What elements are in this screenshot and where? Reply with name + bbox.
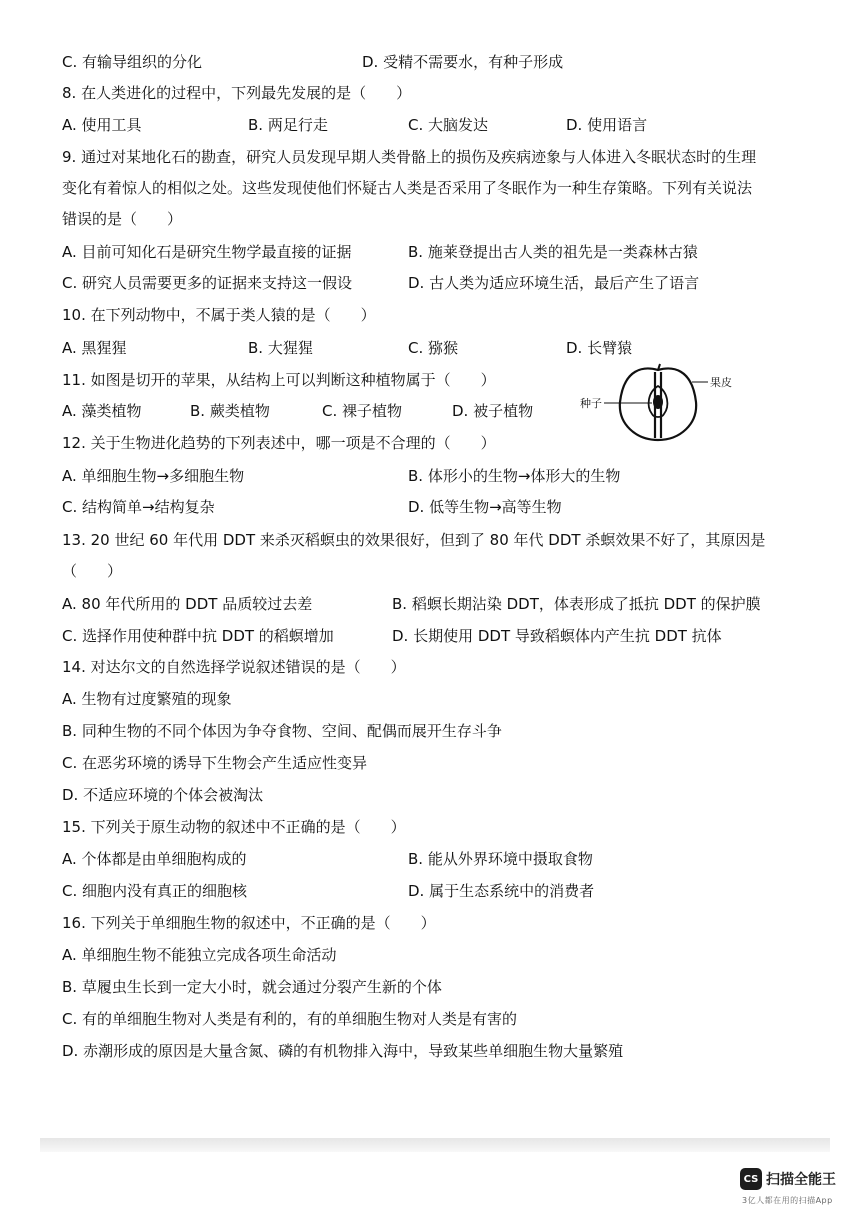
q11-option-c: C. 裸子植物 — [322, 402, 403, 420]
peel-label: 果皮 — [710, 376, 732, 389]
q8-option-d: D. 使用语言 — [566, 116, 648, 134]
q11-option-b: B. 蕨类植物 — [190, 402, 270, 420]
q13-option-c: C. 选择作用使种群中抗 DDT 的稻螟增加 — [62, 627, 334, 645]
q14-option-c: C. 在恶劣环境的诱导下生物会产生适应性变异 — [62, 754, 368, 772]
camscanner-logo-icon: CS — [740, 1168, 762, 1190]
q10-stem: 10. 在下列动物中，不属于类人猿的是（ ） — [62, 306, 376, 324]
q9-option-d: D. 古人类为适应环境生活，最后产生了语言 — [408, 274, 700, 292]
q9-option-c: C. 研究人员需要更多的证据来支持这一假设 — [62, 274, 353, 292]
watermark-tagline: 3亿人都在用的扫描App — [742, 1196, 833, 1205]
q15-stem: 15. 下列关于原生动物的叙述中不正确的是（ ） — [62, 818, 406, 836]
q14-stem: 14. 对达尔文的自然选择学说叙述错误的是（ ） — [62, 658, 406, 676]
q13-stem-line1: 13. 20 世纪 60 年代用 DDT 来杀灭稻螟虫的效果很好，但到了 80 年代 DDT 杀螟效果不好了，其原因是 — [62, 531, 766, 549]
q12-option-a: A. 单细胞生物→多细胞生物 — [62, 467, 245, 485]
q13-option-d: D. 长期使用 DDT 导致稻螟体内产生抗 DDT 抗体 — [392, 627, 722, 645]
q8-option-c: C. 大脑发达 — [408, 116, 489, 134]
q8-stem: 8. 在人类进化的过程中，下列最先发展的是（ ） — [62, 84, 412, 102]
q9-option-a: A. 目前可知化石是研究生物学最直接的证据 — [62, 243, 352, 261]
q8-option-b: B. 两足行走 — [248, 116, 328, 134]
q11-stem: 11. 如图是切开的苹果，从结构上可以判断这种植物属于（ ） — [62, 371, 496, 389]
q13-option-b: B. 稻螟长期沾染 DDT，体表形成了抵抗 DDT 的保护膜 — [392, 595, 761, 613]
q12-stem: 12. 关于生物进化趋势的下列表述中，哪一项是不合理的（ ） — [62, 434, 496, 452]
q12-option-d: D. 低等生物→高等生物 — [408, 498, 562, 516]
scanner-watermark — [740, 1168, 836, 1190]
q13-option-a: A. 80 年代所用的 DDT 品质较过去差 — [62, 595, 313, 613]
q9-stem-line2: 变化有着惊人的相似之处。这些发现使他们怀疑古人类是否采用了冬眠作为一种生存策略。下列有关说法 — [62, 179, 753, 197]
q9-stem-line1: 9. 通过对某地化石的勘查，研究人员发现早期人类骨骼上的损伤及疾病迹象与人体进入冬眠状态时的生理 — [62, 148, 757, 166]
q11-option-a: A. 藻类植物 — [62, 402, 142, 420]
q16-option-b: B. 草履虫生长到一定大小时，就会通过分裂产生新的个体 — [62, 978, 442, 996]
q11-option-d: D. 被子植物 — [452, 402, 534, 420]
q7-option-d: D. 受精不需要水，有种子形成 — [362, 53, 564, 71]
watermark-app-name: 扫描全能王 — [766, 1172, 836, 1188]
q9-stem-line3: 错误的是（ ） — [62, 210, 183, 228]
q16-option-d: D. 赤潮形成的原因是大量含氮、磷的有机物排入海中，导致某些单细胞生物大量繁殖 — [62, 1042, 624, 1060]
apple-cross-section-figure — [574, 362, 744, 446]
q12-option-b: B. 体形小的生物→体形大的生物 — [408, 467, 621, 485]
q16-option-a: A. 单细胞生物不能独立完成各项生命活动 — [62, 946, 337, 964]
q14-option-a: A. 生物有过度繁殖的现象 — [62, 690, 232, 708]
q15-option-c: C. 细胞内没有真正的细胞核 — [62, 882, 248, 900]
q12-option-c: C. 结构简单→结构复杂 — [62, 498, 215, 516]
q10-option-a: A. 黑猩猩 — [62, 339, 127, 357]
page-edge-shadow — [40, 1138, 830, 1152]
q15-option-d: D. 属于生态系统中的消费者 — [408, 882, 595, 900]
q10-option-c: C. 猕猴 — [408, 339, 459, 357]
seed-label: 种子 — [580, 397, 602, 410]
q15-option-a: A. 个体都是由单细胞构成的 — [62, 850, 247, 868]
q13-stem-line2: （ ） — [62, 562, 123, 580]
q14-option-b: B. 同种生物的不同个体因为争夺食物、空间、配偶而展开生存斗争 — [62, 722, 502, 740]
q10-option-b: B. 大猩猩 — [248, 339, 313, 357]
q14-option-d: D. 不适应环境的个体会被淘汰 — [62, 786, 264, 804]
q16-option-c: C. 有的单细胞生物对人类是有利的，有的单细胞生物对人类是有害的 — [62, 1010, 518, 1028]
q7-option-c: C. 有输导组织的分化 — [62, 53, 203, 71]
q15-option-b: B. 能从外界环境中摄取食物 — [408, 850, 593, 868]
q8-option-a: A. 使用工具 — [62, 116, 142, 134]
q16-stem: 16. 下列关于单细胞生物的叙述中，不正确的是（ ） — [62, 914, 436, 932]
q10-option-d: D. 长臂猿 — [566, 339, 633, 357]
q9-option-b: B. 施莱登提出古人类的祖先是一类森林古猿 — [408, 243, 698, 261]
